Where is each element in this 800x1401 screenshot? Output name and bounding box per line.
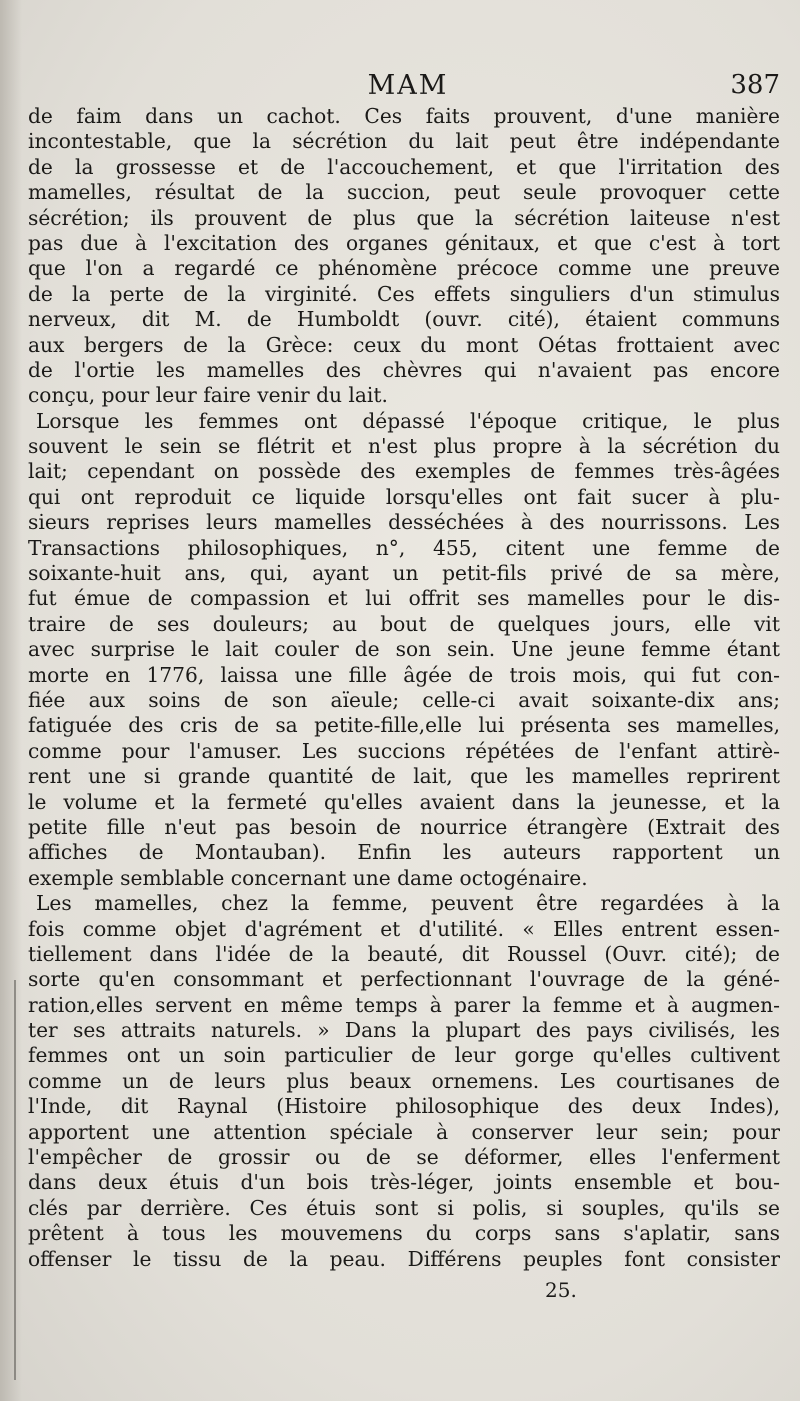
text-line: apportent une attention spéciale à conserver leur sein; pour (28, 1119, 780, 1144)
text-line: comme un de leurs plus beaux ornemens. Les courtisanes de (28, 1068, 780, 1093)
text-line: nerveux, dit M. de Humboldt (ouvr. cité), étaient communs (28, 307, 780, 332)
text-line: incontestable, que la sécrétion du lait peut être indépendante (28, 129, 780, 154)
binding-line (14, 980, 16, 1380)
text-line: que l'on a regardé ce phénomène précoce comme une preuve (28, 256, 780, 281)
text-line: avec surprise le lait couler de son sein. Une jeune femme étant (28, 637, 780, 662)
running-head: MAM (367, 70, 449, 101)
text-line: qui ont reproduit ce liquide lorsqu'elles ont fait sucer à plu- (28, 484, 780, 509)
text-line: soixante-huit ans, qui, ayant un petit-fils privé de sa mère, (28, 561, 780, 586)
binding-shadow (0, 0, 22, 1401)
text-line: de la grossesse et de l'accouchement, et que l'irritation des (28, 154, 780, 179)
text-line: lait; cependant on possède des exemples de femmes très-âgées (28, 459, 780, 484)
text-line: petite fille n'eut pas besoin de nourrice étrangère (Extrait des (28, 814, 780, 839)
text-line: morte en 1776, laissa une fille âgée de trois mois, qui fut con- (28, 662, 780, 687)
text-line: dans deux étuis d'un bois très-léger, joints ensemble et bou- (28, 1170, 780, 1195)
text-line: l'Inde, dit Raynal (Histoire philosophique des deux Indes), (28, 1094, 780, 1119)
text-line: ration,elles servent en même temps à parer la femme et à augmen- (28, 992, 780, 1017)
text-line: fut émue de compassion et lui offrit ses mamelles pour le dis- (28, 586, 780, 611)
text-line: conçu, pour leur faire venir du lait. (28, 383, 388, 408)
text-line: pas due à l'excitation des organes génitaux, et que c'est à tort (28, 230, 780, 255)
text-line: clés par derrière. Ces étuis sont si polis, si souples, qu'ils se (28, 1195, 780, 1220)
text-line: femmes ont un soin particulier de leur gorge qu'elles cultivent (28, 1043, 780, 1068)
text-line: mamelles, résultat de la succion, peut seule provoquer cette (28, 180, 780, 205)
text-line: comme pour l'amuser. Les succions répétées de l'enfant attirè- (28, 738, 780, 763)
signature-mark: 25. (545, 1278, 577, 1302)
text-line: exemple semblable concernant une dame octogénaire. (28, 865, 588, 890)
text-line: prêtent à tous les mouvemens du corps sans s'aplatir, sans (28, 1221, 780, 1246)
text-line: de faim dans un cachot. Ces faits prouvent, d'une manière (28, 104, 780, 128)
page-number: 387 (730, 70, 780, 100)
text-line: sieurs reprises leurs mamelles desséchées à des nourrissons. Les (28, 510, 780, 535)
text-line: traire de ses douleurs; au bout de quelques jours, elle vit (28, 611, 780, 636)
text-line: tiellement dans l'idée de la beauté, dit Roussel (Ouvr. cité); de (28, 941, 780, 966)
text-line: de l'ortie les mamelles des chèvres qui n'avaient pas encore (28, 357, 780, 382)
text-line: affiches de Montauban). Enfin les auteurs rapportent un (28, 840, 780, 865)
text-line: Transactions philosophiques, n°, 455, citent une femme de (28, 535, 780, 560)
text-line: offenser le tissu de la peau. Différens peuples font consister (28, 1246, 780, 1271)
text-line: ter ses attraits naturels. » Dans la plupart des pays civilisés, les (28, 1018, 780, 1043)
text-line: aux bergers de la Grèce: ceux du mont Oétas frottaient avec (28, 332, 780, 357)
text-line: de la perte de la virginité. Ces effets singuliers d'un stimulus (28, 281, 780, 306)
text-line: Lorsque les femmes ont dépassé l'époque critique, le plus (36, 408, 780, 433)
text-line: fiée aux soins de son aïeule; celle-ci avait soixante-dix ans; (28, 687, 780, 712)
text-line: Les mamelles, chez la femme, peuvent être regardées à la (36, 891, 780, 916)
body-text (28, 104, 780, 1272)
text-line: le volume et la fermeté qu'elles avaient dans la jeunesse, et la (28, 789, 780, 814)
text-line: sécrétion; ils prouvent de plus que la sécrétion laiteuse n'est (28, 205, 780, 230)
text-line: l'empêcher de grossir ou de se déformer, elles l'enferment (28, 1145, 780, 1170)
text-line: fois comme objet d'agrément et d'utilité. « Elles entrent essen- (28, 916, 780, 941)
text-line: fatiguée des cris de sa petite-fille,elle lui présenta ses mamelles, (28, 713, 780, 738)
text-line: rent une si grande quantité de lait, que les mamelles reprirent (28, 764, 780, 789)
text-line: sorte qu'en consommant et perfectionnant l'ouvrage de la géné- (28, 967, 780, 992)
text-line: souvent le sein se flétrit et n'est plus propre à la sécrétion du (28, 434, 780, 459)
